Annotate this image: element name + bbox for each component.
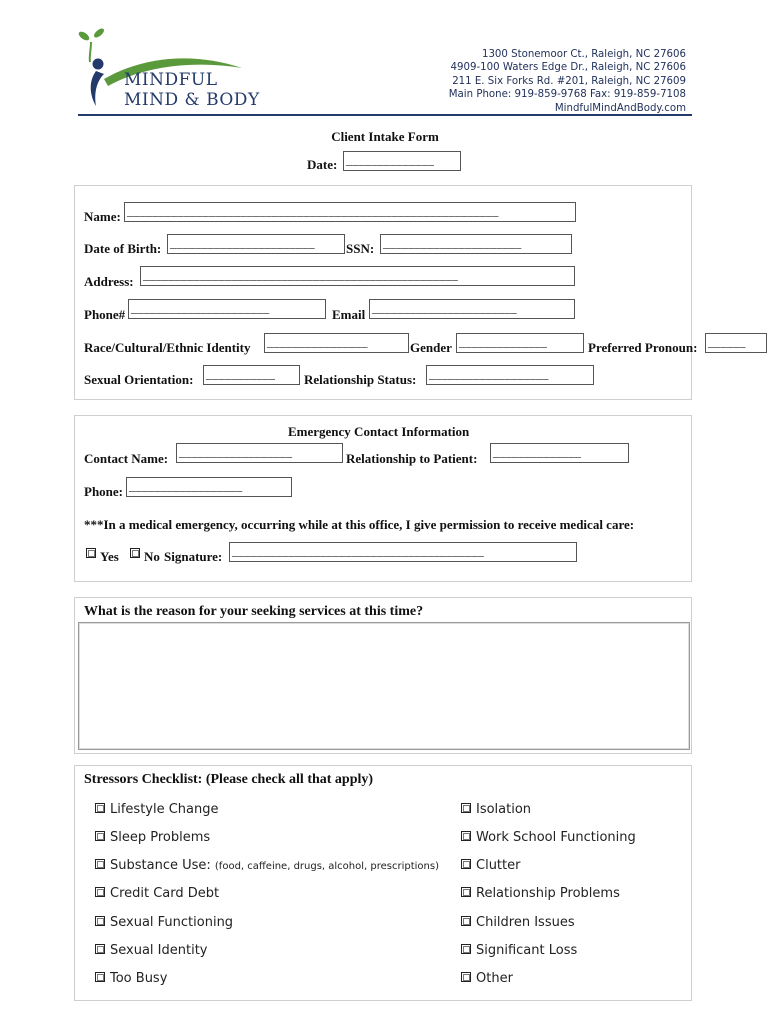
too-busy-checkbox[interactable] <box>95 972 105 982</box>
emergency-phone-field[interactable]: __________________ <box>126 477 292 497</box>
email-field[interactable]: _______________________ <box>369 299 575 319</box>
sexual-identity-label: Sexual Identity <box>110 943 208 958</box>
reason-question: What is the reason for your seeking services at this time? <box>84 604 424 619</box>
form-title: Client Intake Form <box>331 129 439 144</box>
work-school-functioning-label: Work School Functioning <box>476 830 636 845</box>
phone-field[interactable]: ______________________ <box>128 299 326 319</box>
ssn-label: SSN: <box>346 241 375 256</box>
children-issues-checkbox[interactable] <box>461 916 471 926</box>
lifestyle-change-label: Lifestyle Change <box>110 802 219 817</box>
name-label: Name: <box>84 209 121 224</box>
ssn-field[interactable]: ______________________ <box>380 234 572 254</box>
pronoun-label: Preferred Pronoun: <box>588 340 698 355</box>
address-line: 4909-100 Waters Edge Dr., Raleigh, NC 27606 <box>450 62 686 74</box>
no-label: No <box>144 549 160 564</box>
address-line: Main Phone: 919-859-9768 Fax: 919-859-7108 <box>448 89 686 101</box>
clutter-label: Clutter <box>476 858 521 873</box>
significant-loss-label: Significant Loss <box>476 943 578 958</box>
date-label: Date: <box>307 157 338 172</box>
lifestyle-change-checkbox[interactable] <box>95 803 105 813</box>
pronoun-field[interactable]: ______ <box>705 333 767 353</box>
orientation-field[interactable]: ___________ <box>203 365 300 385</box>
isolation-label: Isolation <box>476 802 532 817</box>
relationship-to-patient-field[interactable]: ______________ <box>490 443 629 463</box>
race-field[interactable]: ________________ <box>264 333 409 353</box>
substance-use-text: Substance Use: <box>110 858 211 873</box>
brand-line-1: MINDFUL <box>124 70 218 90</box>
credit-card-debt-checkbox[interactable] <box>95 887 105 897</box>
gender-label: Gender <box>410 340 452 355</box>
relationship-status-field[interactable]: ___________________ <box>426 365 594 385</box>
address-field[interactable]: __________________________________________________ <box>140 266 575 286</box>
relationship-problems-label: Relationship Problems <box>476 886 620 901</box>
race-label: Race/Cultural/Ethnic Identity <box>84 340 251 355</box>
sexual-functioning-checkbox[interactable] <box>95 916 105 926</box>
sleep-problems-label: Sleep Problems <box>110 830 211 845</box>
name-field[interactable]: ___________________________________________________________ <box>124 202 576 222</box>
relationship-status-label: Relationship Status: <box>304 372 417 387</box>
address-line: 211 E. Six Forks Rd. #201, Raleigh, NC 27609 <box>452 75 686 87</box>
date-field[interactable]: ______________ <box>343 151 461 171</box>
clutter-checkbox[interactable] <box>461 859 471 869</box>
office-addresses <box>449 48 686 115</box>
website-line: MindfulMindAndBody.com <box>554 102 686 114</box>
address-line: 1300 Stonemoor Ct., Raleigh, NC 27606 <box>481 49 686 60</box>
children-issues-label: Children Issues <box>476 915 575 930</box>
significant-loss-checkbox[interactable] <box>461 944 471 954</box>
yes-checkbox[interactable] <box>86 548 96 558</box>
substance-use-label <box>110 858 439 873</box>
reason-textarea[interactable] <box>78 622 690 750</box>
header-rule <box>78 114 692 116</box>
too-busy-label: Too Busy <box>110 971 168 986</box>
isolation-checkbox[interactable] <box>461 803 471 813</box>
sleep-problems-checkbox[interactable] <box>95 831 105 841</box>
relationship-to-patient-label: Relationship to Patient: <box>346 451 478 466</box>
dob-label: Date of Birth: <box>84 241 162 256</box>
contact-name-field[interactable]: __________________ <box>176 443 343 463</box>
emergency-phone-label: Phone: <box>84 484 123 499</box>
signature-field[interactable]: ________________________________________ <box>229 542 577 562</box>
other-checkbox[interactable] <box>461 972 471 982</box>
brand-line-2: MIND & BODY <box>124 90 260 110</box>
emergency-heading: Emergency Contact Information <box>288 424 470 439</box>
stressors-section <box>74 765 692 1001</box>
sexual-functioning-label: Sexual Functioning <box>110 915 234 930</box>
no-checkbox[interactable] <box>130 548 140 558</box>
relationship-problems-checkbox[interactable] <box>461 887 471 897</box>
substance-use-checkbox[interactable] <box>95 859 105 869</box>
substance-use-note: (food, caffeine, drugs, alcohol, prescriptions) <box>214 861 439 872</box>
dob-field[interactable]: _______________________ <box>167 234 345 254</box>
stressors-heading: Stressors Checklist: (Please check all that apply) <box>84 772 374 787</box>
medical-permission-text: ***In a medical emergency, occurring while at this office, I give permission to receive medical care: <box>84 517 635 532</box>
contact-name-label: Contact Name: <box>84 451 169 466</box>
signature-label: Signature: <box>164 549 223 564</box>
email-label: Email <box>332 307 366 322</box>
address-label: Address: <box>84 274 134 289</box>
yes-label: Yes <box>100 549 119 564</box>
gender-field[interactable]: ______________ <box>456 333 584 353</box>
phone-label: Phone# <box>84 307 126 322</box>
credit-card-debt-label: Credit Card Debt <box>110 886 220 901</box>
sexual-identity-checkbox[interactable] <box>95 944 105 954</box>
work-school-functioning-checkbox[interactable] <box>461 831 471 841</box>
other-label: Other <box>476 971 513 986</box>
orientation-label: Sexual Orientation: <box>84 372 194 387</box>
